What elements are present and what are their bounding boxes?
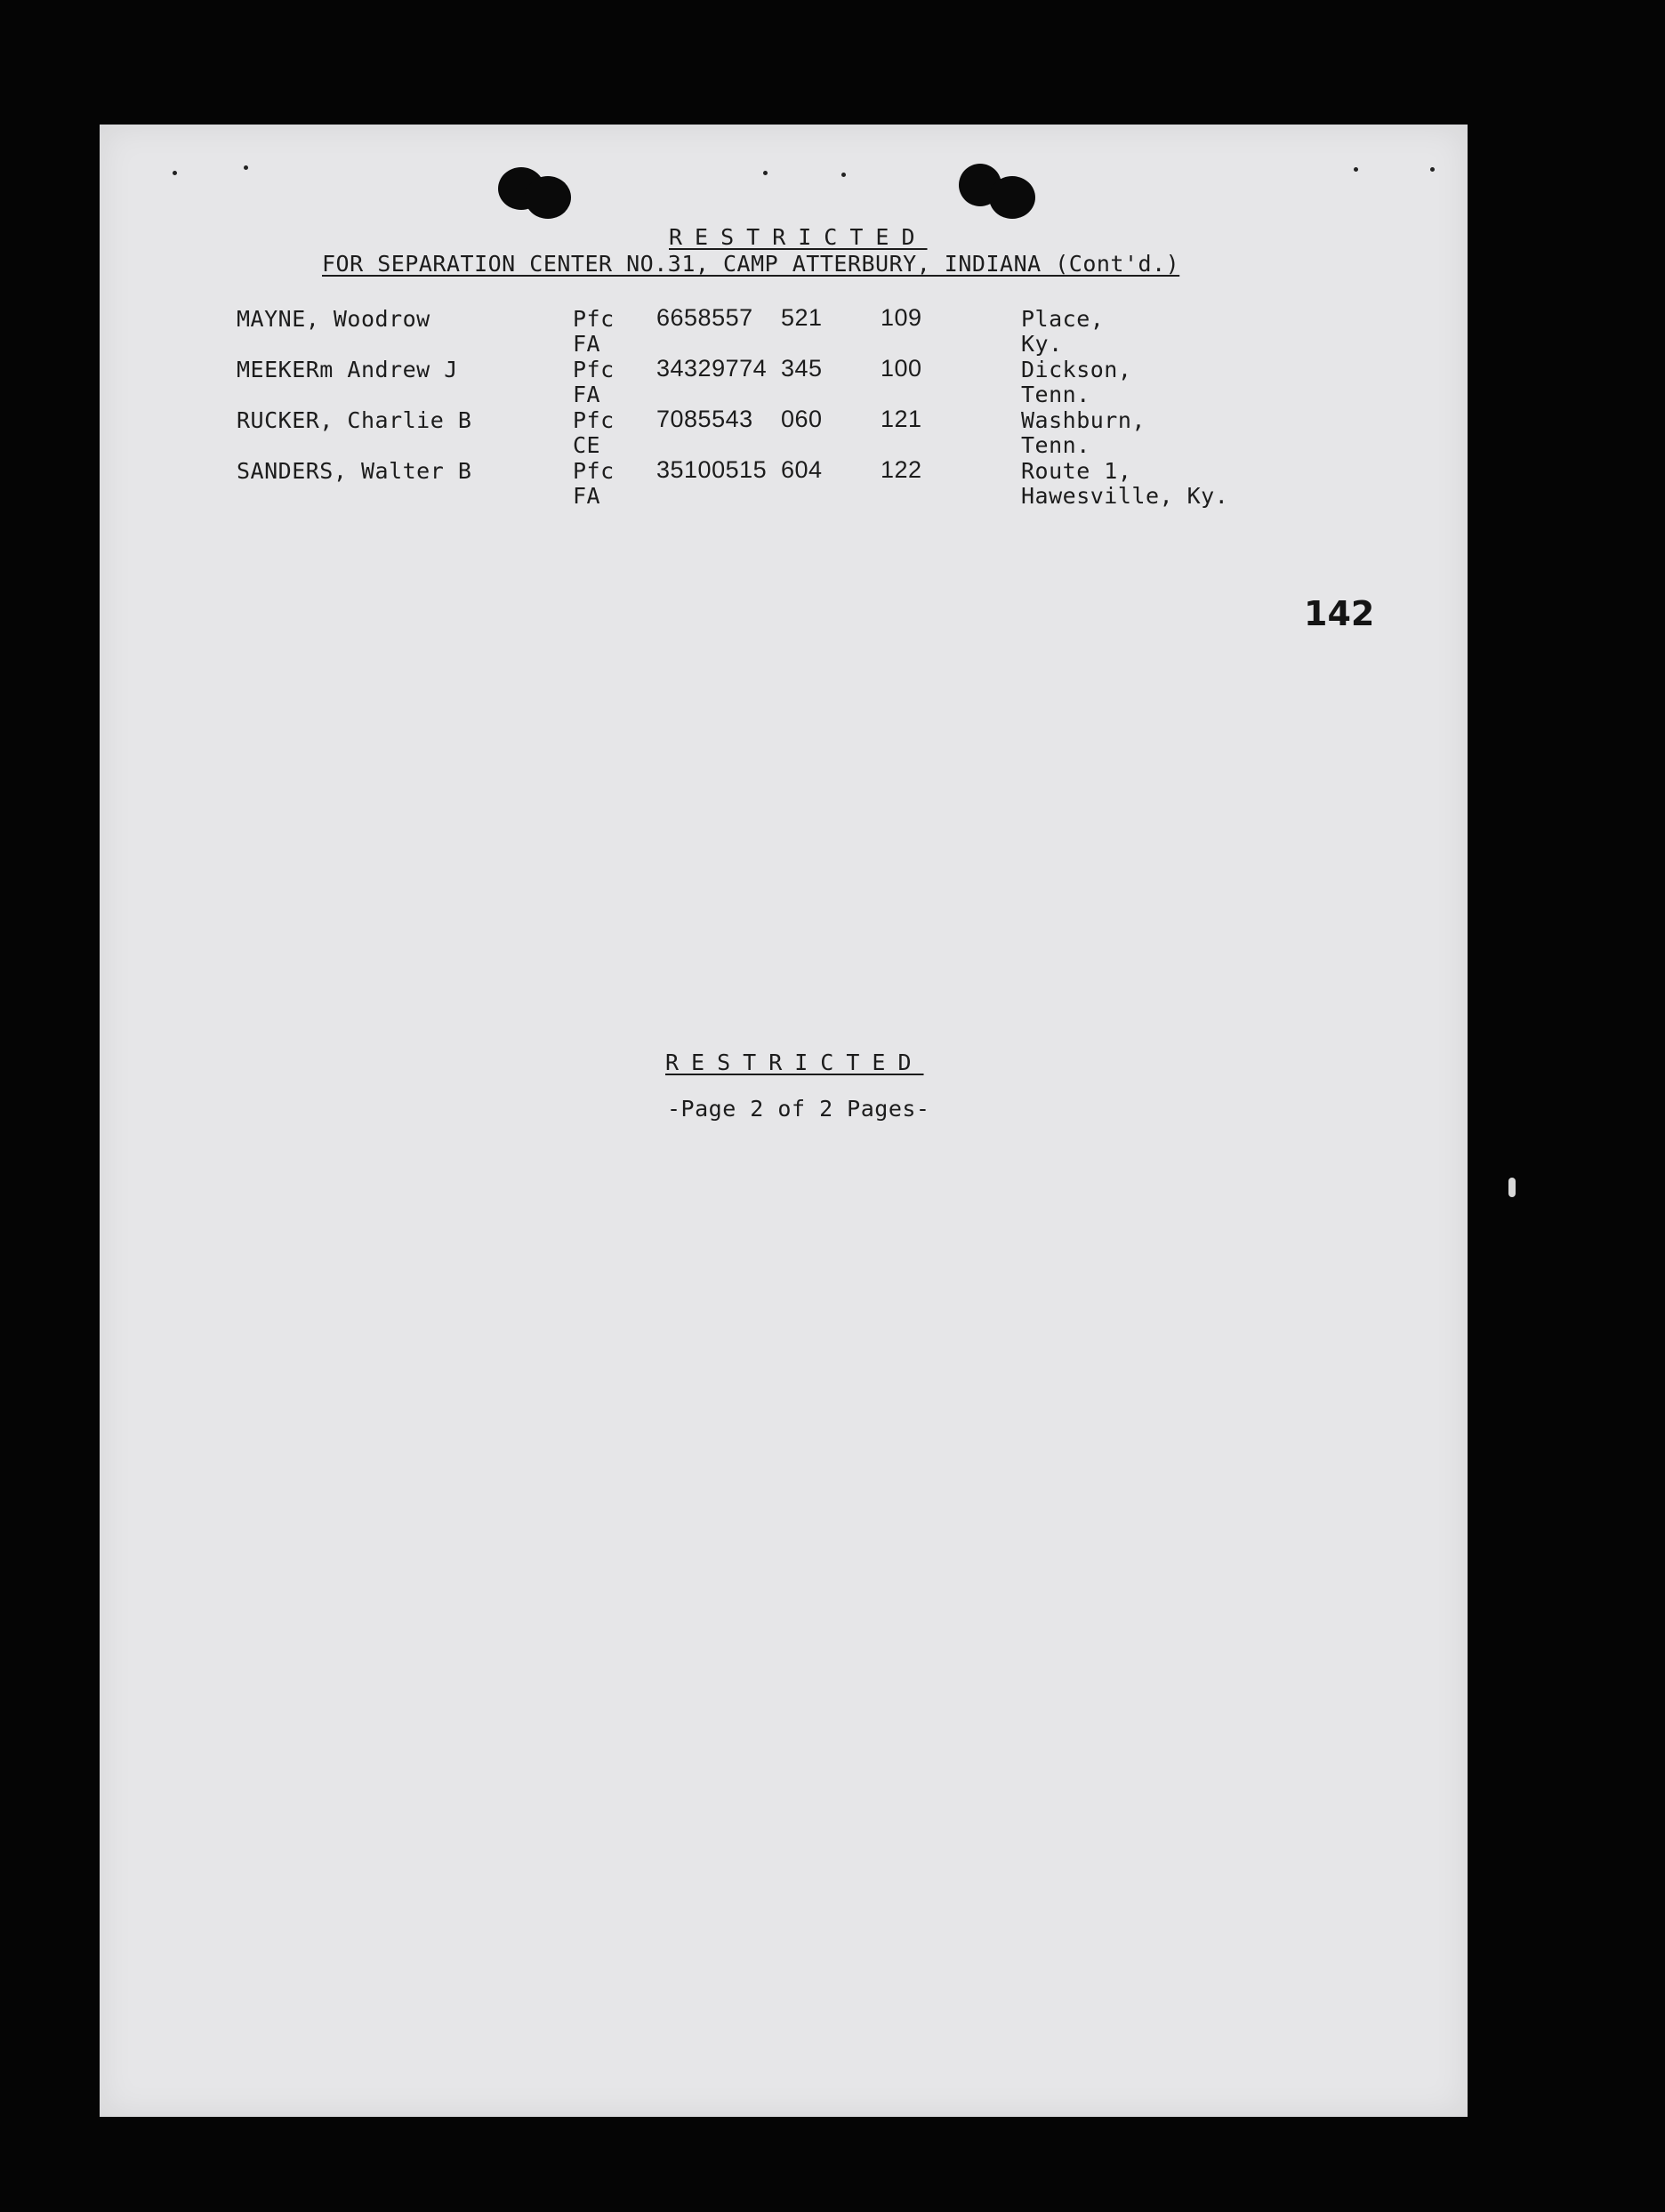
row-mos: 604 bbox=[781, 456, 823, 483]
speck bbox=[763, 171, 768, 175]
row-mos: 060 bbox=[781, 406, 823, 432]
speck bbox=[244, 165, 248, 170]
punch-hole-left-2 bbox=[525, 176, 571, 219]
row-code: 109 bbox=[881, 304, 922, 331]
row-address-line1: Washburn, bbox=[1021, 407, 1146, 433]
row-grade: Pfc bbox=[573, 357, 615, 382]
document-page bbox=[100, 125, 1468, 2117]
row-mos: 521 bbox=[781, 304, 823, 331]
row-address-line2: Tenn. bbox=[1021, 382, 1090, 407]
row-grade: Pfc bbox=[573, 407, 615, 433]
row-serial: 6658557 bbox=[656, 304, 753, 331]
row-name: RUCKER, Charlie B bbox=[237, 407, 472, 433]
header-classification: RESTRICTED bbox=[669, 224, 928, 250]
speck bbox=[173, 171, 177, 175]
row-address-line2: Hawesville, Ky. bbox=[1021, 483, 1229, 509]
row-name: MAYNE, Woodrow bbox=[237, 306, 430, 332]
row-address-line1: Dickson, bbox=[1021, 357, 1132, 382]
speck bbox=[1430, 167, 1435, 172]
row-grade: Pfc bbox=[573, 306, 615, 332]
stamp-number: 142 bbox=[1304, 594, 1375, 633]
punch-hole-right-2 bbox=[989, 176, 1035, 219]
row-arm: FA bbox=[573, 483, 601, 509]
footer-page-label: -Page 2 of 2 Pages- bbox=[667, 1096, 930, 1122]
row-arm: CE bbox=[573, 432, 601, 458]
row-grade: Pfc bbox=[573, 458, 615, 484]
row-code: 122 bbox=[881, 456, 922, 483]
row-arm: FA bbox=[573, 331, 601, 357]
row-name: MEEKERm Andrew J bbox=[237, 357, 458, 382]
header-subtitle: FOR SEPARATION CENTER NO.31, CAMP ATTERBURY, INDIANA (Cont'd.) bbox=[322, 251, 1180, 277]
edge-mark bbox=[1508, 1178, 1516, 1197]
row-address-line2: Tenn. bbox=[1021, 432, 1090, 458]
row-arm: FA bbox=[573, 382, 601, 407]
row-serial: 7085543 bbox=[656, 406, 753, 432]
row-address-line1: Place, bbox=[1021, 306, 1105, 332]
row-mos: 345 bbox=[781, 355, 823, 382]
row-code: 100 bbox=[881, 355, 922, 382]
row-name: SANDERS, Walter B bbox=[237, 458, 472, 484]
row-serial: 34329774 bbox=[656, 355, 768, 382]
footer-classification: RESTRICTED bbox=[665, 1050, 924, 1075]
row-address-line2: Ky. bbox=[1021, 331, 1063, 357]
row-code: 121 bbox=[881, 406, 922, 432]
speck bbox=[1354, 167, 1358, 172]
row-serial: 35100515 bbox=[656, 456, 768, 483]
row-address-line1: Route 1, bbox=[1021, 458, 1132, 484]
speck bbox=[841, 173, 846, 177]
